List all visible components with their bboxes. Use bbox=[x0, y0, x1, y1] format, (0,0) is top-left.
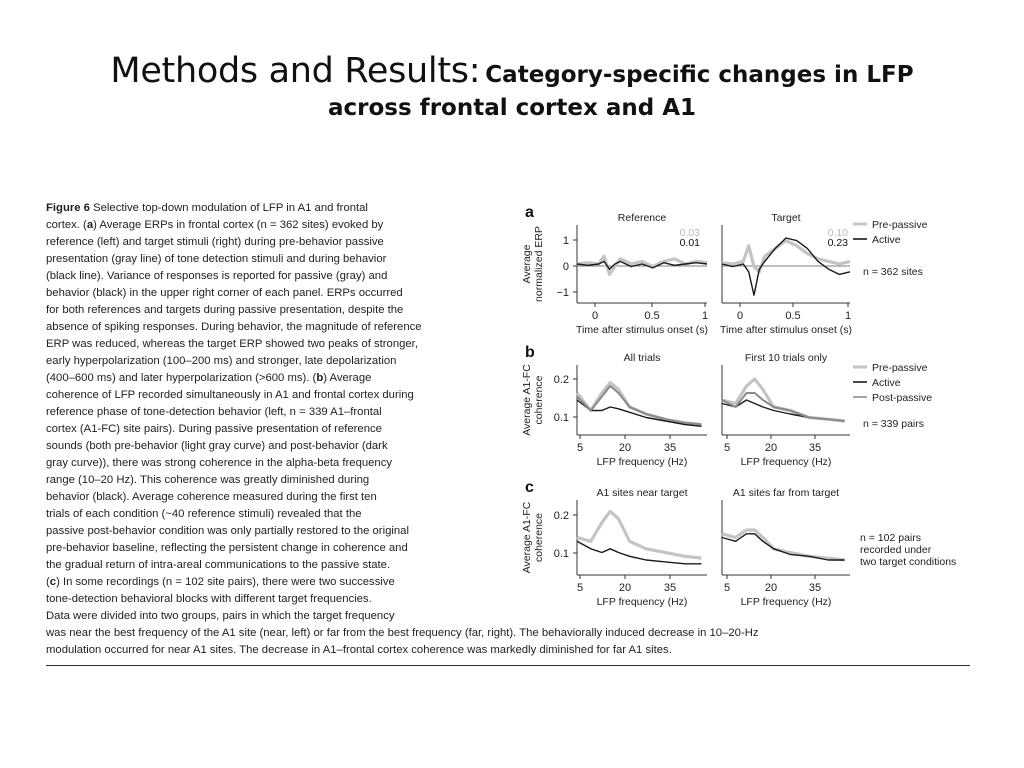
y-tick-label: 0.2 bbox=[553, 374, 569, 386]
x-tick-label: 1 bbox=[844, 310, 852, 322]
caption-segment: trials of each condition (~40 reference stimuli) revealed that the bbox=[46, 508, 362, 520]
x-tick-label: 0 bbox=[591, 310, 599, 322]
caption-segment: gray curve)), there was strong coherence in the alpha-beta frequency bbox=[46, 457, 393, 469]
y-tick-label: 0 bbox=[562, 261, 569, 273]
x-tick-label: 5 bbox=[723, 442, 731, 454]
legend-label: Post-passive bbox=[872, 392, 933, 404]
series-line-post-passive bbox=[577, 386, 702, 425]
x-tick-label: 20 bbox=[618, 582, 632, 594]
slide-title-sub: Category-specific changes in LFP bbox=[485, 62, 914, 88]
panel-letter: a bbox=[525, 204, 534, 221]
chart-title: First 10 trials only bbox=[744, 352, 828, 364]
chart-title: A1 sites near target bbox=[596, 487, 688, 499]
y-tick-label: 0.1 bbox=[553, 412, 569, 424]
caption-segment: ERP was reduced, whereas the target ERP showed two peaks of stronger, bbox=[46, 338, 418, 350]
caption-segment: Selective top-down modulation of LFP in A1 and frontal bbox=[89, 202, 368, 214]
x-tick-label: 5 bbox=[576, 582, 584, 594]
x-tick-label: 20 bbox=[618, 442, 632, 454]
sample-size-note: n = 362 sites bbox=[863, 266, 923, 278]
x-axis-label: Time after stimulus onset (s) bbox=[575, 324, 709, 336]
sample-size-note: recorded under bbox=[860, 544, 932, 556]
sample-size-note: n = 339 pairs bbox=[863, 418, 925, 430]
caption-segment: ( bbox=[46, 576, 50, 588]
caption-segment: Data were divided into two groups, pairs in which the target frequency bbox=[46, 610, 395, 622]
series-line-active bbox=[722, 534, 845, 560]
x-tick-label: 5 bbox=[723, 582, 731, 594]
caption-segment: (black line). Variance of responses is reported for passive (gray) and bbox=[46, 270, 388, 282]
legend-label: Active bbox=[872, 234, 901, 246]
y-axis-label bbox=[521, 364, 545, 436]
y-axis-label-line: normalized ERP bbox=[533, 226, 545, 302]
x-axis-label: LFP frequency (Hz) bbox=[740, 596, 832, 608]
caption-segment: behavior (black). Average coherence measured during the first ten bbox=[46, 491, 377, 503]
variance-active: 0.23 bbox=[827, 237, 848, 249]
y-axis-label-line: coherence bbox=[533, 512, 545, 563]
x-axis-label: LFP frequency (Hz) bbox=[596, 456, 688, 468]
x-axis-label: LFP frequency (Hz) bbox=[740, 456, 832, 468]
caption-segment: passive post-behavior condition was only partially restored to the original bbox=[46, 525, 409, 537]
x-tick-label: 35 bbox=[808, 442, 822, 454]
y-tick-label: 0.1 bbox=[553, 548, 569, 560]
x-tick-label: 20 bbox=[764, 442, 778, 454]
y-axis-label-line: Average A1-FC bbox=[521, 364, 533, 436]
x-tick-label: 0.5 bbox=[644, 310, 660, 322]
x-tick-label: 0.5 bbox=[785, 310, 801, 322]
y-tick-label: −1 bbox=[556, 287, 569, 299]
x-tick-label: 0 bbox=[736, 310, 744, 322]
variance-passive: 0.03 bbox=[679, 227, 700, 239]
caption-segment: cortex (A1-FC) site pairs). During passive presentation of reference bbox=[46, 423, 382, 435]
caption-bottom-rule bbox=[46, 665, 970, 666]
caption-segment: ) Average bbox=[323, 372, 372, 384]
x-tick-label: 35 bbox=[808, 582, 822, 594]
caption-segment: Figure 6 bbox=[46, 202, 90, 214]
caption-segment: ) Average ERPs in frontal cortex (n = 362 sites) evoked by bbox=[93, 219, 384, 231]
y-tick-label: 1 bbox=[562, 235, 569, 247]
chart-title: Reference bbox=[617, 212, 667, 224]
panel-letter: c bbox=[525, 479, 534, 496]
chart-title: Target bbox=[771, 212, 801, 224]
caption-segment: for both references and targets during passive presentation, despite the bbox=[46, 304, 404, 316]
caption-segment: presentation (gray line) of tone detection stimuli and during behavior bbox=[46, 253, 387, 265]
caption-segment: reference (left) and target stimuli (right) during pre-behavior passive bbox=[46, 236, 384, 248]
y-tick-label: 0.2 bbox=[553, 510, 569, 522]
y-axis-label-line: Average A1-FC bbox=[521, 501, 533, 574]
caption-segment: early hyperpolarization (100–200 ms) and stronger, late depolarization bbox=[46, 355, 397, 367]
series-line-pre-passive bbox=[722, 530, 845, 560]
x-tick-label: 35 bbox=[663, 582, 677, 594]
caption-segment: a bbox=[86, 219, 94, 231]
chart-title: All trials bbox=[623, 352, 661, 364]
caption-segment: reference phase of tone-detection behavior (left, n = 339 A1–frontal bbox=[46, 406, 382, 418]
caption-segment: c bbox=[49, 576, 57, 588]
caption-segment: modulation occurred for near A1 sites. The decrease in A1–frontal cortex coherence was markedly diminished for far A1 sites. bbox=[46, 644, 672, 656]
caption-segment: the gradual return of intra-areal communications to the passive state. bbox=[46, 559, 391, 571]
legend-label: Pre-passive bbox=[872, 362, 928, 374]
x-axis-label: Time after stimulus onset (s) bbox=[719, 324, 853, 336]
caption-segment: tone-detection behavioral blocks with different target frequencies. bbox=[46, 593, 372, 605]
sample-size-note: n = 102 pairs bbox=[860, 532, 922, 544]
variance-passive: 0.10 bbox=[827, 227, 848, 239]
variance-active: 0.01 bbox=[679, 237, 700, 249]
caption-segment: pre-behavior baseline, reflecting the persistent change in coherence and bbox=[46, 542, 408, 554]
panel-letter: b bbox=[525, 344, 535, 361]
caption-segment: was near the best frequency of the A1 site (near, left) or far from the best frequency (far, right). The behaviorally induced decrease in 10–20-Hz bbox=[46, 627, 759, 639]
caption-segment: behavior (black) in the upper right corner of each panel. ERPs occurred bbox=[46, 287, 403, 299]
series-line-pre-passive bbox=[577, 256, 707, 274]
x-tick-label: 20 bbox=[764, 582, 778, 594]
caption-segment: ) In some recordings (n = 102 site pairs), there were two successive bbox=[56, 576, 395, 588]
x-axis-label: LFP frequency (Hz) bbox=[596, 596, 688, 608]
caption-segment: range (10–20 Hz). This coherence was greatly diminished during bbox=[46, 474, 370, 486]
chart-title: A1 sites far from target bbox=[732, 487, 840, 499]
y-axis-label-line: Average bbox=[521, 244, 533, 284]
slide-title-sub-line2: across frontal cortex and A1 bbox=[328, 94, 696, 121]
caption-segment: (400–600 ms) and later hyperpolarization (>600 ms). ( bbox=[46, 372, 317, 384]
y-axis-label bbox=[521, 501, 545, 573]
caption-segment: sounds (both pre-behavior (light gray curve) and post-behavior (dark bbox=[46, 440, 388, 452]
x-tick-label: 5 bbox=[576, 442, 584, 454]
y-axis-label-line: coherence bbox=[533, 375, 545, 425]
caption-segment: absence of spiking responses. During behavior, the magnitude of reference bbox=[46, 321, 422, 333]
sample-size-note: two target conditions bbox=[860, 556, 957, 568]
x-tick-label: 1 bbox=[701, 310, 709, 322]
caption-segment: b bbox=[316, 372, 324, 384]
caption-segment: coherence of LFP recorded simultaneously in A1 and frontal cortex during bbox=[46, 389, 414, 401]
x-tick-label: 35 bbox=[663, 442, 677, 454]
legend-label: Active bbox=[872, 377, 901, 389]
slide-title-main: Methods and Results: bbox=[110, 51, 481, 91]
y-axis-label bbox=[521, 226, 545, 302]
legend-label: Pre-passive bbox=[872, 219, 928, 231]
caption-segment: cortex. ( bbox=[46, 219, 87, 231]
